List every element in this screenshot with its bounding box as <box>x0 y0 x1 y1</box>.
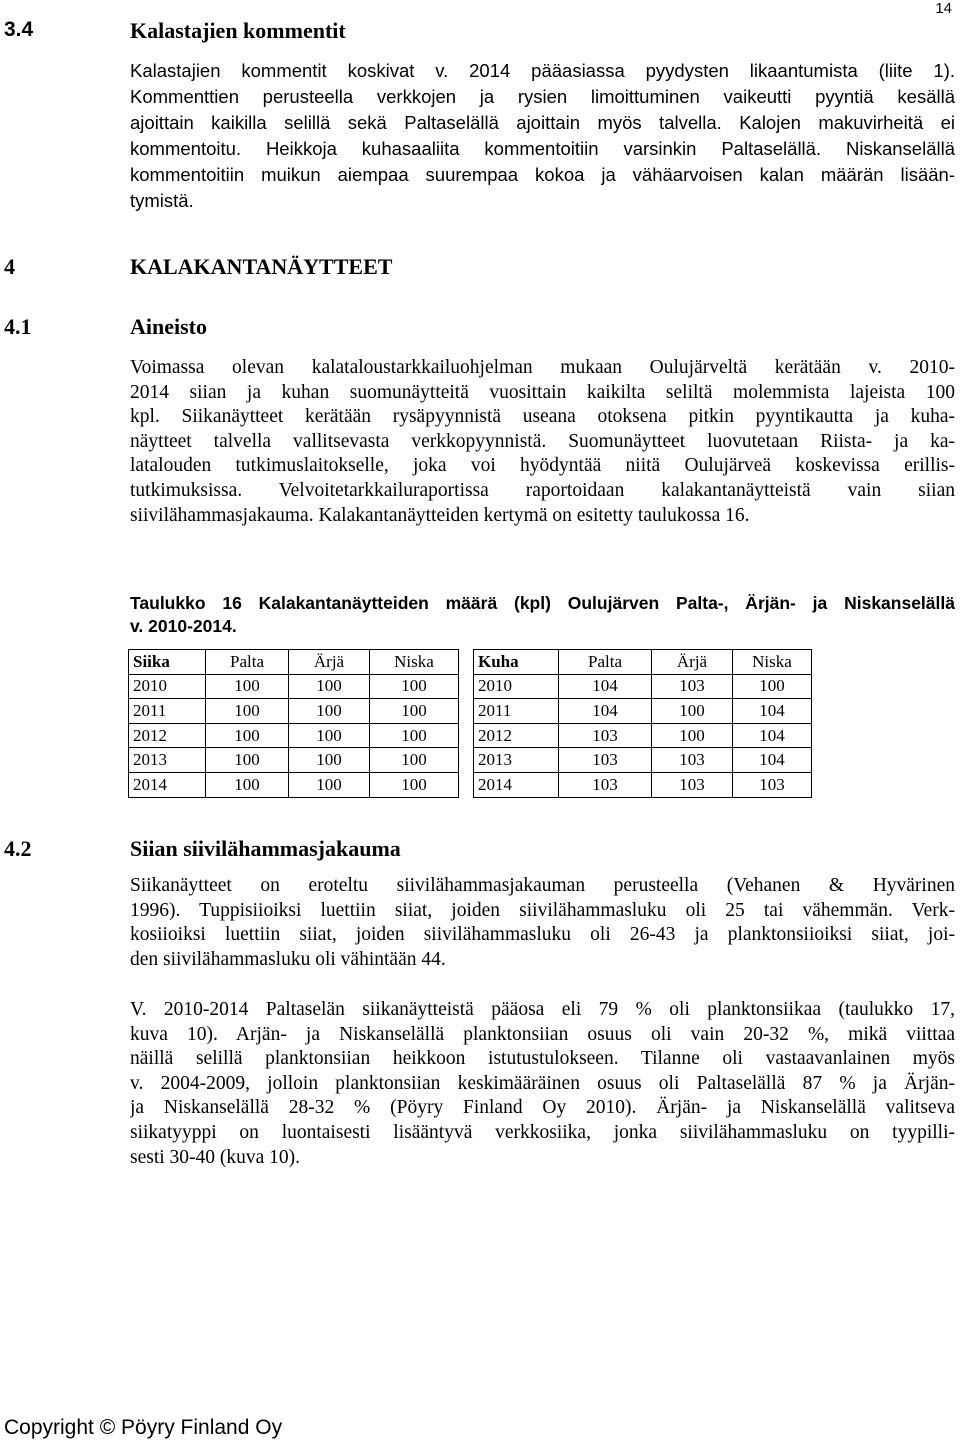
text-line: Kalastajien kommentit koskivat v. 2014 pääasiassa pyydysten likaantumista (liite 1). <box>130 60 955 81</box>
table-cell: 2011 <box>474 699 559 724</box>
table-cell: 103 <box>652 674 733 699</box>
text-line: tymistä. <box>130 190 194 211</box>
table-cell: 2011 <box>129 699 206 724</box>
section-4-1-title: Aineisto <box>130 314 207 339</box>
samples-table <box>128 649 812 798</box>
table-caption <box>130 592 955 638</box>
text-line: siivilähammasjakauma. Kalakantanäytteiden kertymä on esitetty taulukossa 16. <box>130 504 750 526</box>
table-cell: 100 <box>206 674 289 699</box>
table-cell: 2014 <box>474 772 559 797</box>
table-cell: 2013 <box>129 748 206 773</box>
header-cell-kuha: Kuha <box>474 650 559 675</box>
table-cell: 2010 <box>129 674 206 699</box>
table-cell: 100 <box>370 748 459 773</box>
text-line: 1996). Tuppisiioiksi luettiin siiat, joiden siivilähammasluku oli 25 tai vähemmän. Verk- <box>130 899 955 921</box>
text-line: siikatyyppi on luontaisesti lisääntyvä verkkosiika, jonka siivilähammasluku on tyypilli- <box>130 1121 955 1143</box>
table-row <box>129 674 812 699</box>
header-cell: Ärjä <box>652 650 733 675</box>
footer-copyright: Copyright © Pöyry Finland Oy <box>4 1416 283 1439</box>
header-cell: Niska <box>370 650 459 675</box>
table-row <box>129 699 812 724</box>
text-line: Voimassa olevan kalataloustarkkailuohjelman mukaan Oulujärveltä kerätään v. 2010- <box>130 357 955 378</box>
table-gap <box>459 748 474 773</box>
table-gap <box>459 650 474 675</box>
table-cell: 104 <box>733 699 812 724</box>
page-number: 14 <box>935 0 952 17</box>
table-cell: 100 <box>370 772 459 797</box>
text-line: Taulukko 16 Kalakantanäytteiden määrä (kpl) Oulujärven Palta-, Ärjän- ja Niskanselällä <box>130 593 955 613</box>
text-line: den siivilähammasluku oli vähintään 44. <box>130 948 446 970</box>
section-4-2-paragraph-1 <box>130 874 955 972</box>
table-cell: 104 <box>559 674 652 699</box>
text-line: kommentoitiin muikun aiempaa suurempaa kokoa ja vähäarvoisen kalan määrän lisään- <box>130 164 955 185</box>
table-cell: 104 <box>733 723 812 748</box>
table-cell: 100 <box>733 674 812 699</box>
table-cell: 100 <box>289 723 370 748</box>
text-line: ja Niskanselällä 28-32 % (Pöyry Finland Oy 2010). Ärjän- ja Niskanselällä valitseva <box>130 1097 955 1119</box>
table-cell: 2014 <box>129 772 206 797</box>
text-line: ajoittain kaikilla selillä sekä Paltaselällä ajoittain myös talvella. Kalojen makuvirheitä ei <box>130 112 955 133</box>
table-cell: 103 <box>559 723 652 748</box>
table-gap <box>459 772 474 797</box>
section-4-2-title: Siian siivilähammasjakauma <box>130 836 401 861</box>
table-cell: 100 <box>289 748 370 773</box>
table-header-row <box>129 650 812 675</box>
header-cell-siika: Siika <box>129 650 206 675</box>
table-row <box>129 772 812 797</box>
text-line: kommentoitu. Heikkoja kuhasaaliita kommentoitiin varsinkin Paltaselällä. Niskanselällä <box>130 138 955 159</box>
section-4-2-paragraph-2 <box>130 998 955 1170</box>
text-line: v. 2010-2014. <box>130 616 237 636</box>
table-cell: 104 <box>733 748 812 773</box>
table-cell: 103 <box>733 772 812 797</box>
text-line: tutkimuksissa. Velvoitetarkkailuraportissa raportoidaan kalakantanäytteistä vain siian <box>130 479 955 501</box>
header-cell: Palta <box>206 650 289 675</box>
table-cell: 103 <box>559 772 652 797</box>
table-gap <box>459 699 474 724</box>
text-line: näytteet talvella vallitsevasta verkkopyynnistä. Suomunäytteet luovutetaan Riista- ja ka- <box>130 430 955 452</box>
table-cell: 100 <box>206 772 289 797</box>
table-cell: 100 <box>370 723 459 748</box>
section-4-1-paragraph <box>130 356 955 528</box>
table-cell: 104 <box>559 699 652 724</box>
text-line: 2014 siian ja kuhan suomunäytteitä vuosittain kaikilta seliltä molemmista lajeista 100 <box>130 381 955 403</box>
table-cell: 103 <box>559 748 652 773</box>
table-row <box>129 723 812 748</box>
text-line: Kommenttien perusteella verkkojen ja rysien limoittuminen vaikeutti pyyntiä kesällä <box>130 86 955 107</box>
table-cell: 100 <box>652 699 733 724</box>
text-line: näillä selillä planktonsiian heikkoon istutustulokseen. Tilanne oli vastaavanlainen myös <box>130 1048 955 1070</box>
text-line: latalouden tutkimuslaitokselle, joka voi hyödyntää niitä Oulujärveä koskevissa erillis- <box>130 455 955 477</box>
section-4-title: KALAKANTANÄYTTEET <box>130 254 393 279</box>
table-cell: 100 <box>206 723 289 748</box>
table-cell: 2012 <box>129 723 206 748</box>
text-line: Siikanäytteet on eroteltu siivilähammasjakauman perusteella (Vehanen & Hyvärinen <box>130 875 955 896</box>
text-line: kpl. Siikanäytteet kerätään rysäpyynnistä useana otoksena pitkin pyyntikautta ja kuha- <box>130 406 955 428</box>
section-3-4-number: 3.4 <box>4 18 34 41</box>
text-line: V. 2010-2014 Paltaselän siikanäytteistä pääosa eli 79 % oli planktonsiikaa (taulukko 17, <box>130 999 955 1020</box>
table-cell: 2013 <box>474 748 559 773</box>
header-cell: Niska <box>733 650 812 675</box>
text-line: sesti 30-40 (kuva 10). <box>130 1146 301 1168</box>
section-4-1-number: 4.1 <box>4 314 32 339</box>
section-3-4-title: Kalastajien kommentit <box>130 18 346 43</box>
text-line: v. 2004-2009, jolloin planktonsiian keskimääräinen osuus oli Paltaselällä 87 % ja Ärjän- <box>130 1072 955 1094</box>
section-4-number: 4 <box>4 254 15 279</box>
section-4-2-number: 4.2 <box>4 836 32 861</box>
table-gap <box>459 723 474 748</box>
header-cell: Ärjä <box>289 650 370 675</box>
table-cell: 100 <box>370 674 459 699</box>
table-cell: 103 <box>652 772 733 797</box>
table-cell: 100 <box>289 674 370 699</box>
table-cell: 100 <box>289 699 370 724</box>
header-cell: Palta <box>559 650 652 675</box>
table-cell: 103 <box>652 748 733 773</box>
table-cell: 100 <box>289 772 370 797</box>
table-row <box>129 748 812 773</box>
table-cell: 100 <box>370 699 459 724</box>
text-line: kuva 10). Arjän- ja Niskanselällä planktonsiian osuus oli vain 20-32 %, mikä viittaa <box>130 1023 955 1045</box>
table-gap <box>459 674 474 699</box>
table-cell: 100 <box>652 723 733 748</box>
table-cell: 100 <box>206 699 289 724</box>
section-3-4-paragraph <box>130 58 955 214</box>
table-cell: 100 <box>206 748 289 773</box>
text-line: kosiioiksi luettiin siiat, joiden siivilähammasluku oli 26-43 ja planktonsiioiksi siiat, joi- <box>130 924 955 946</box>
table-cell: 2012 <box>474 723 559 748</box>
table-cell: 2010 <box>474 674 559 699</box>
